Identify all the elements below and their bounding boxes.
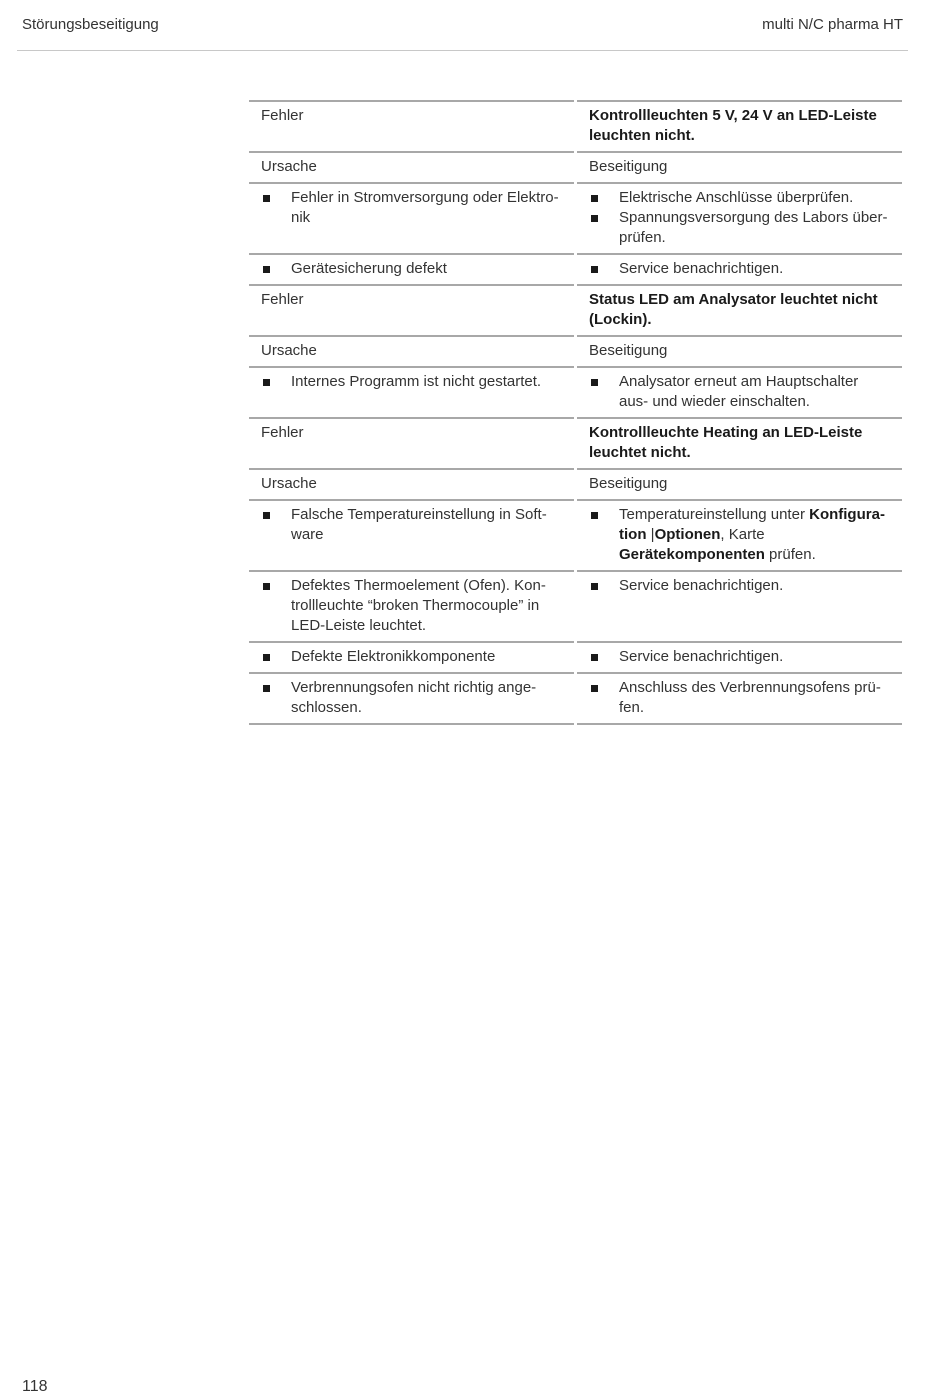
remedy-cell (577, 366, 902, 417)
cause-header: Ursache (249, 468, 574, 499)
bullet-icon (591, 379, 598, 386)
bullet-icon (591, 583, 598, 590)
cause-text: Defekte Elektronikkomponente (291, 648, 496, 665)
remedy-text: Elektrische Anschlüsse überprüfen. (619, 189, 854, 206)
troubleshooting-table (249, 100, 902, 284)
bullet-icon (263, 266, 270, 273)
bullet-icon (263, 685, 270, 692)
cause-cell (249, 366, 574, 417)
bullet-icon (591, 654, 598, 661)
ui-element-ref: Optionen (654, 526, 721, 543)
remedy-item (589, 259, 890, 279)
remedy-header: Beseitigung (577, 468, 902, 499)
troubleshooting-table (249, 417, 902, 725)
ui-element-ref: Gerätekomponenten (619, 546, 765, 563)
error-label: Fehler (249, 100, 574, 151)
ui-element-ref: Konfiguration (619, 506, 885, 543)
page-header (0, 0, 950, 52)
error-title: Kontrollleuchte Heating an LED-Leiste leuchtet nicht. (577, 417, 902, 468)
cause-item (261, 678, 562, 718)
cause-remedy-row (249, 182, 902, 253)
column-header-row (249, 335, 902, 366)
cause-remedy-row (249, 672, 902, 725)
cause-text: Gerätesicherung defekt (291, 260, 447, 277)
remedy-list (589, 372, 890, 412)
remedy-item (589, 208, 890, 248)
cause-cell (249, 182, 574, 253)
column-header-row (249, 151, 902, 182)
bullet-icon (263, 583, 270, 590)
remedy-cell (577, 641, 902, 672)
column-header-row (249, 468, 902, 499)
cause-item (261, 188, 562, 228)
remedy-cell (577, 570, 902, 641)
cause-cell (249, 570, 574, 641)
cause-remedy-row (249, 570, 902, 641)
error-label: Fehler (249, 284, 574, 335)
cause-text: Verbrennungsofen nicht richtig angeschlossen. (291, 679, 537, 716)
remedy-list (589, 647, 890, 667)
remedy-cell (577, 182, 902, 253)
error-title: Status LED am Analysator leuchtet nicht (Lockin). (577, 284, 902, 335)
cause-item (261, 505, 562, 545)
cause-item (261, 372, 562, 392)
bullet-icon (263, 512, 270, 519)
bullet-icon (591, 266, 598, 273)
cause-cell (249, 641, 574, 672)
bullet-icon (263, 654, 270, 661)
remedy-list (589, 678, 890, 718)
cause-remedy-row (249, 366, 902, 417)
remedy-cell (577, 253, 902, 284)
remedy-list (589, 259, 890, 279)
remedy-text: , Karte (720, 526, 765, 543)
header-divider (17, 50, 908, 51)
remedy-header: Beseitigung (577, 335, 902, 366)
bullet-icon (591, 195, 598, 202)
cause-remedy-row (249, 499, 902, 570)
remedy-text: Anschluss des Verbrennungsofens prüfen. (619, 679, 881, 716)
error-row (249, 100, 902, 151)
cause-remedy-row (249, 641, 902, 672)
cause-item (261, 259, 562, 279)
cause-list (261, 188, 562, 228)
remedy-list (589, 576, 890, 596)
remedy-item (589, 576, 890, 596)
remedy-text: Service benachrichtigen. (619, 577, 784, 594)
remedy-text: prüfen. (764, 546, 816, 563)
remedy-cell (577, 499, 902, 570)
bullet-icon (591, 512, 598, 519)
cause-item (261, 576, 562, 636)
bullet-icon (591, 215, 598, 222)
page-number: 118 (22, 1378, 48, 1395)
troubleshooting-tables (249, 100, 902, 725)
cause-cell (249, 499, 574, 570)
remedy-list (589, 188, 890, 248)
remedy-item (589, 678, 890, 718)
error-row (249, 417, 902, 468)
bullet-icon (263, 379, 270, 386)
remedy-item (589, 505, 890, 565)
remedy-text: Analysator erneut am Hauptschalter aus- und wieder einschalten. (619, 373, 859, 410)
cause-header: Ursache (249, 335, 574, 366)
remedy-text: Spannungsversorgung des Labors überprüfen. (619, 209, 888, 246)
remedy-list (589, 505, 890, 565)
cause-list (261, 259, 562, 279)
cause-remedy-row (249, 253, 902, 284)
remedy-cell (577, 672, 902, 725)
product-title: multi N/C pharma HT (762, 16, 903, 33)
remedy-text: Service benachrichtigen. (619, 648, 784, 665)
remedy-item (589, 372, 890, 412)
cause-text: Internes Programm ist nicht gestartet. (291, 373, 542, 390)
cause-cell (249, 672, 574, 725)
bullet-icon (591, 685, 598, 692)
cause-item (261, 647, 562, 667)
remedy-item (589, 188, 890, 208)
error-row (249, 284, 902, 335)
error-title: Kontrollleuchten 5 V, 24 V an LED-Leiste leuchten nicht. (577, 100, 902, 151)
cause-text: Fehler in Stromversorgung oder Elektronik (291, 189, 559, 226)
cause-text: Defektes Thermoelement (Ofen). Kontrollleuchte “broken Thermocouple” in LED-Leiste leuchtet. (291, 577, 546, 634)
cause-cell (249, 253, 574, 284)
remedy-item (589, 647, 890, 667)
bullet-icon (263, 195, 270, 202)
cause-list (261, 647, 562, 667)
cause-text: Falsche Temperatureinstellung in Software (291, 506, 547, 543)
cause-header: Ursache (249, 151, 574, 182)
cause-list (261, 576, 562, 636)
error-label: Fehler (249, 417, 574, 468)
remedy-text: Temperatureinstellung unter (619, 506, 810, 523)
remedy-header: Beseitigung (577, 151, 902, 182)
remedy-text: Service benachrichtigen. (619, 260, 784, 277)
cause-list (261, 372, 562, 392)
cause-list (261, 505, 562, 545)
cause-list (261, 678, 562, 718)
troubleshooting-table (249, 284, 902, 417)
remedy-text: | (646, 526, 655, 543)
section-title: Störungsbeseitigung (22, 16, 159, 33)
